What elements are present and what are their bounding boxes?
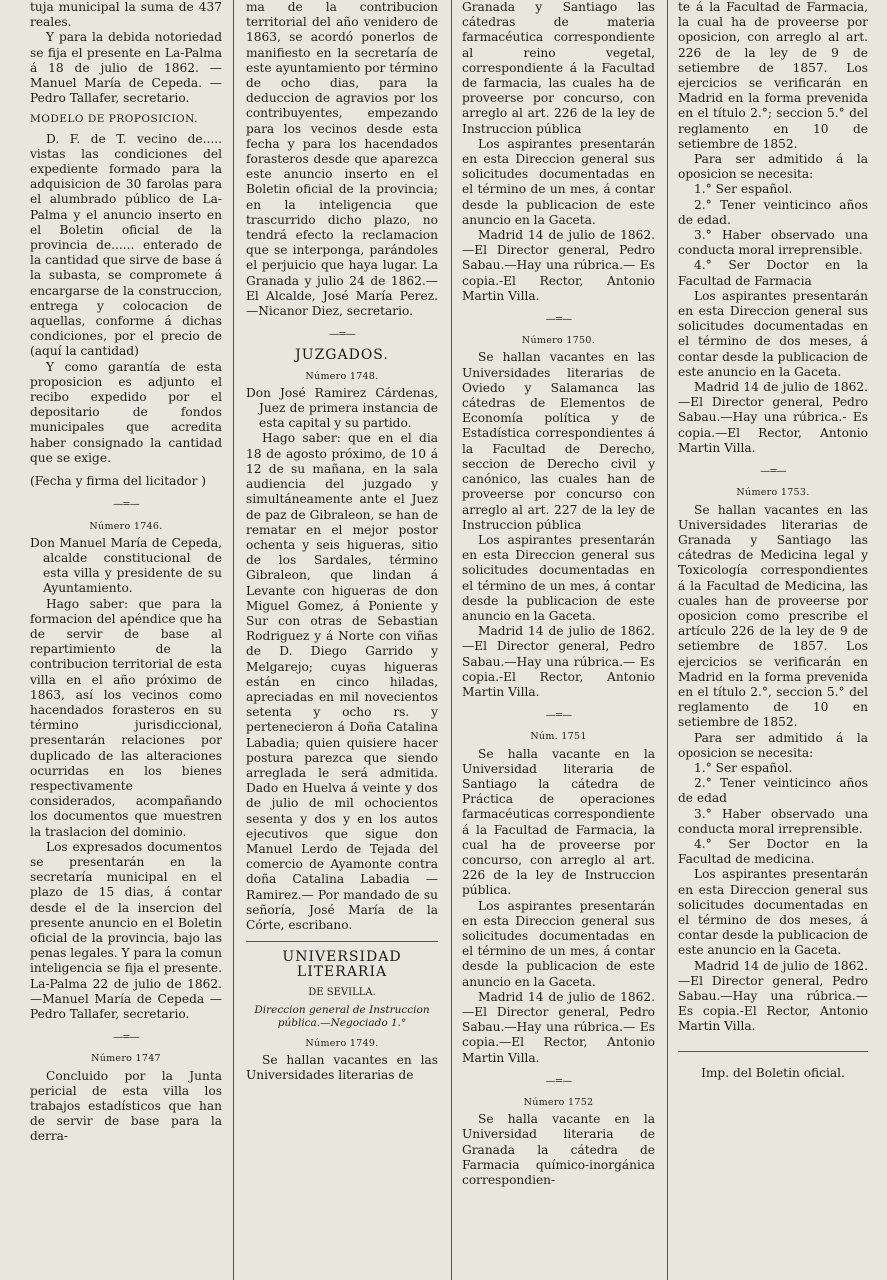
paragraph: Se halla vacante en la Universidad literaria de Santiago la cátedra de Práctica de operaciones farmacéuticas correspondiente á la Facultad de Farmacia, la cual ha de proveerse por concurso, con arreglo al art. 226 de la ley de Instruccion pública. <box>462 746 655 898</box>
separator: —=— <box>113 499 139 511</box>
column-2 <box>246 0 438 1280</box>
separator: —=— <box>329 329 355 341</box>
section-heading: JUZGADOS. <box>295 347 389 364</box>
signature-note: (Fecha y firma del licitador ) <box>30 474 207 489</box>
section-heading: MODELO DE PROPOSICION. <box>30 113 199 126</box>
paragraph: Los aspirantes presentarán en esta Direccion general sus solicitudes documentadas en el término de un mes, á contar desde la publicacion de este anuncio en la Gaceta. <box>462 898 655 989</box>
column-3 <box>462 0 655 1280</box>
notice-number: Número 1748. <box>305 370 379 382</box>
paragraph: Madrid 14 de julio de 1862. —El Director general, Pedro Sabau.—Hay una rúbrica.— Es copia.—El Rector, Antonio Martin Villa. <box>462 989 655 1065</box>
paragraph: Y para la debida notoriedad se fija el presente en La-Palma á 18 de julio de 1862. —Manuel María de Cepeda. —Pedro Tallafer, secretario. <box>30 30 222 106</box>
paragraph: Madrid 14 de julio de 1862. —El Director general, Pedro Sabau.—Hay una rúbrica.— Es copia.-El Rector, Antonio Martin Villa. <box>462 228 655 303</box>
paragraph: Madrid 14 de julio de 1862. —El Director general, Pedro Sabau.—Hay una rúbrica.— Es copia.-El Rector, Antonio Martin Villa. <box>462 624 655 699</box>
list-item: 1.° Ser español. <box>694 760 793 775</box>
list-item: 3.° Haber observado una conducta moral irreprensible. <box>678 806 868 836</box>
separator: —=— <box>545 1075 572 1087</box>
notice-number: Número 1746. <box>89 520 163 532</box>
separator: —=— <box>545 314 572 326</box>
paragraph: Hago saber: que para la formacion del apéndice que ha de servir de base al repartimiento de la contribucion territorial de esta villa en el año próximo de 1863, así los vecinos como hacendados forasteros en su término jurisdiccional, presentarán relaciones por duplicado de las alteraciones ocurridas en los bienes respectivamente considerados, acompañando los documentos que muestren la traslacion del dominio. <box>30 596 222 839</box>
separator: —=— <box>113 1032 139 1044</box>
column-rule <box>451 0 452 1280</box>
paragraph: Para ser admitido á la oposicion se necesita: <box>678 152 868 182</box>
section-subheading: Direccion general de Instruccion pública.—Negociado 1.° <box>254 1003 430 1029</box>
separator: —=— <box>760 466 786 478</box>
paragraph: Madrid 14 de julio de 1862. —El Director general, Pedro Sabau.—Hay una rúbrica.— Es copia.-El Rector, Antonio Martin Villa. <box>678 958 868 1034</box>
paragraph: Se hallan vacantes en las Universidades literarias de <box>246 1053 438 1083</box>
section-heading: UNIVERSIDAD LITERARIA <box>282 949 402 981</box>
list-item: 3.° Haber observado una conducta moral irreprensible. <box>678 228 868 258</box>
paragraph: Se hallan vacantes en las Universidades literarias de Granada y Santiago las cátedras de Medicina legal y Toxicología correspondientes á la Facultad de Medicina, las cuales han de proveerse por oposicion como prescribe el artículo 226 de la ley de 9 de setiembre de 1857. Los ejercicios se verificarán en Madrid en la forma prevenida en el título 2.°, seccion 5.° del reglamento de 10 en setiembre de 1852. <box>678 502 868 730</box>
column-rule <box>667 0 668 1280</box>
notice-number: Número 1753. <box>736 487 810 499</box>
paragraph: ma de la contribucion territorial del año venidero de 1863, se acordó ponerlos de manifiesto en la secretaría de este ayuntamiento por término de ocho dias, para la deduccion de agravios por los contribuyentes, empezando para los vecinos desde esta fecha y para los hacendados forasteros desde que aparezca este anuncio inserto en el Boletin oficial de la provincia; en la inteligencia que trascurrido dicho plazo, no tendrá efecto la reclamacion que se interponga, parándoles el perjuicio que haya lugar. La Granada y julio 24 de 1862.—El Alcalde, José María Perez. —Nicanor Diez, secretario. <box>246 0 438 319</box>
paragraph: Los aspirantes presentarán en esta Direccion general sus solicitudes documentadas en el término de un mes, á contar desde la publicacion de este anuncio en la Gaceta. <box>462 136 655 227</box>
list-item: 1.° Ser español. <box>694 182 793 197</box>
paragraph: Don José Ramirez Cárdenas, Juez de primera instancia de esta capital y su partido. <box>246 385 438 431</box>
list-item: 4.° Ser Doctor en la Facultad de Farmacia <box>678 258 868 288</box>
paragraph: Los aspirantes presentarán en esta Direccion general sus solicitudes documentadas en el término de dos meses, á contar desde la publicacion de este anuncio en la Gaceta. <box>678 288 868 379</box>
column-1 <box>30 0 222 1280</box>
paragraph: D. F. de T. vecino de..... vistas las condiciones del expediente formado para la adquisicion de 30 farolas para el alumbrado público de La-Palma y el anuncio inserto en el Boletin oficial de la provincia de...... enterado de la cantidad que sirve de base á la subasta, se compromete á encargarse de la construccion, entrega y colocacion de aquellas, conforme á dichas condiciones, por el precio de (aquí la cantidad) <box>30 131 222 359</box>
paragraph: Se hallan vacantes en las Universidades literarias de Oviedo y Salamanca las cátedras de Elementos de Economía política y de Estadística correspondientes á la Facultad de Derecho, seccion de Derecho civil y canónico, las cuales han de proveerse por concurso con arreglo al art. 227 de la ley de Instruccion pública <box>462 350 655 532</box>
paragraph: Don Manuel María de Cepeda, alcalde constitucional de esta villa y presidente de su Ayuntamiento. <box>30 535 222 596</box>
paragraph: Los aspirantes presentarán en esta Direccion general sus solicitudes documentadas en el término de dos meses, á contar desde la publicacion de este anuncio en la Gaceta. <box>678 867 868 958</box>
list-item: 2.° Tener veinticinco años de edad. <box>678 197 868 227</box>
notice-number: Núm. 1751 <box>530 731 587 743</box>
divider <box>246 941 438 942</box>
notice-number: Número 1749. <box>305 1037 379 1049</box>
column-4 <box>678 0 868 1280</box>
paragraph: Y como garantía de esta proposicion es adjunto el recibo expedido por el depositario de fondos municipales que acredita haber consignado la cantidad que se exige. <box>30 359 222 465</box>
notice-number: Número 1747 <box>91 1053 161 1065</box>
paragraph: tuja municipal la suma de 437 reales. <box>30 0 222 30</box>
paragraph: Granada y Santiago las cátedras de materia farmacéutica correspondiente al reino vegetal, correspondiente á la Facultad de farmacia, las cuales ha de proveerse por concurso, con arreglo al art. 226 de la ley de Instruccion pública <box>462 0 655 136</box>
paragraph: Hago saber: que en el dia 18 de agosto próximo, de 10 á 12 de su mañana, en la sala audiencia del juzgado y simultáneamente ante el Juez de paz de Gibraleon, se han de rematar en el mejor postor ochenta y seis higueras, sitio de los Sardales, término Gibraleon, que lindan á Levante con higueras de don Miguel Gomez, á Poniente y Sur con otras de Sebastian Rodriguez y á Norte con viñas de D. Diego Garrido y Melgarejo; cuyas higueras están en cinco hiladas, apreciadas en mil novecientos setenta y ocho rs. y pertenecieron á Doña Catalina Labadia; quien quisiere hacer postura parezca que siendo arreglada le será admitida. Dado en Huelva á veinte y dos de julio de mil ochocientos sesenta y dos y en los autos ejecutivos que sigue don Manuel Lerdo de Tejada del comercio de Ayamonte contra doña Catalina Labadia —Ramirez.— Por mandado de su señoría, José María de la Córte, escribano. <box>246 431 438 932</box>
section-subheading: DE SEVILLA. <box>308 986 376 998</box>
paragraph: Para ser admitido á la oposicion se necesita: <box>678 730 868 760</box>
paragraph: te á la Facultad de Farmacia, la cual ha de proveerse por oposicion, con arreglo al art. 226 de la ley de 9 de setiembre de 1857. Los ejercicios se verificarán en Madrid en la forma prevenida en el título 2.°; seccion 5.° del reglamento en 10 de setiembre de 1852. <box>678 0 868 151</box>
imprint: Imp. del Boletin oficial. <box>701 1065 845 1080</box>
notice-number: Número 1752 <box>523 1097 594 1109</box>
paragraph: Madrid 14 de julio de 1862. —El Director general, Pedro Sabau.—Hay una rúbrica.- Es copia.—El Rector, Antonio Martin Villa. <box>678 380 868 455</box>
list-item: 4.° Ser Doctor en la Facultad de medicina. <box>678 836 868 867</box>
paragraph: Se halla vacante en la Universidad literaria de Granada la cátedra de Farmacia químico-inorgánica correspondien- <box>462 1112 655 1188</box>
separator: —=— <box>545 710 572 722</box>
list-item: 2.° Tener veinticinco años de edad <box>678 776 868 806</box>
column-rule <box>233 0 234 1280</box>
divider <box>678 1051 868 1052</box>
paragraph: Concluido por la Junta pericial de esta villa los trabajos estadísticos que han de servir de base para la derra- <box>30 1068 222 1144</box>
paragraph: Los expresados documentos se presentarán en la secretaría municipal en el plazo de 15 dias, á contar desde el de la insercion del presente anuncio en el Boletin oficial de la provincia, bajo las penas legales. Y para la comun inteligencia se fija el presente. La-Palma 22 de julio de 1862.—Manuel María de Cepeda —Pedro Tallafer, secretario. <box>30 839 222 1021</box>
paragraph: Los aspirantes presentarán en esta Direccion general sus solicitudes documentadas en el término de un mes, á contar desde la publicacion de este anuncio en la Gaceta. <box>462 532 655 623</box>
notice-number: Número 1750. <box>521 335 596 347</box>
